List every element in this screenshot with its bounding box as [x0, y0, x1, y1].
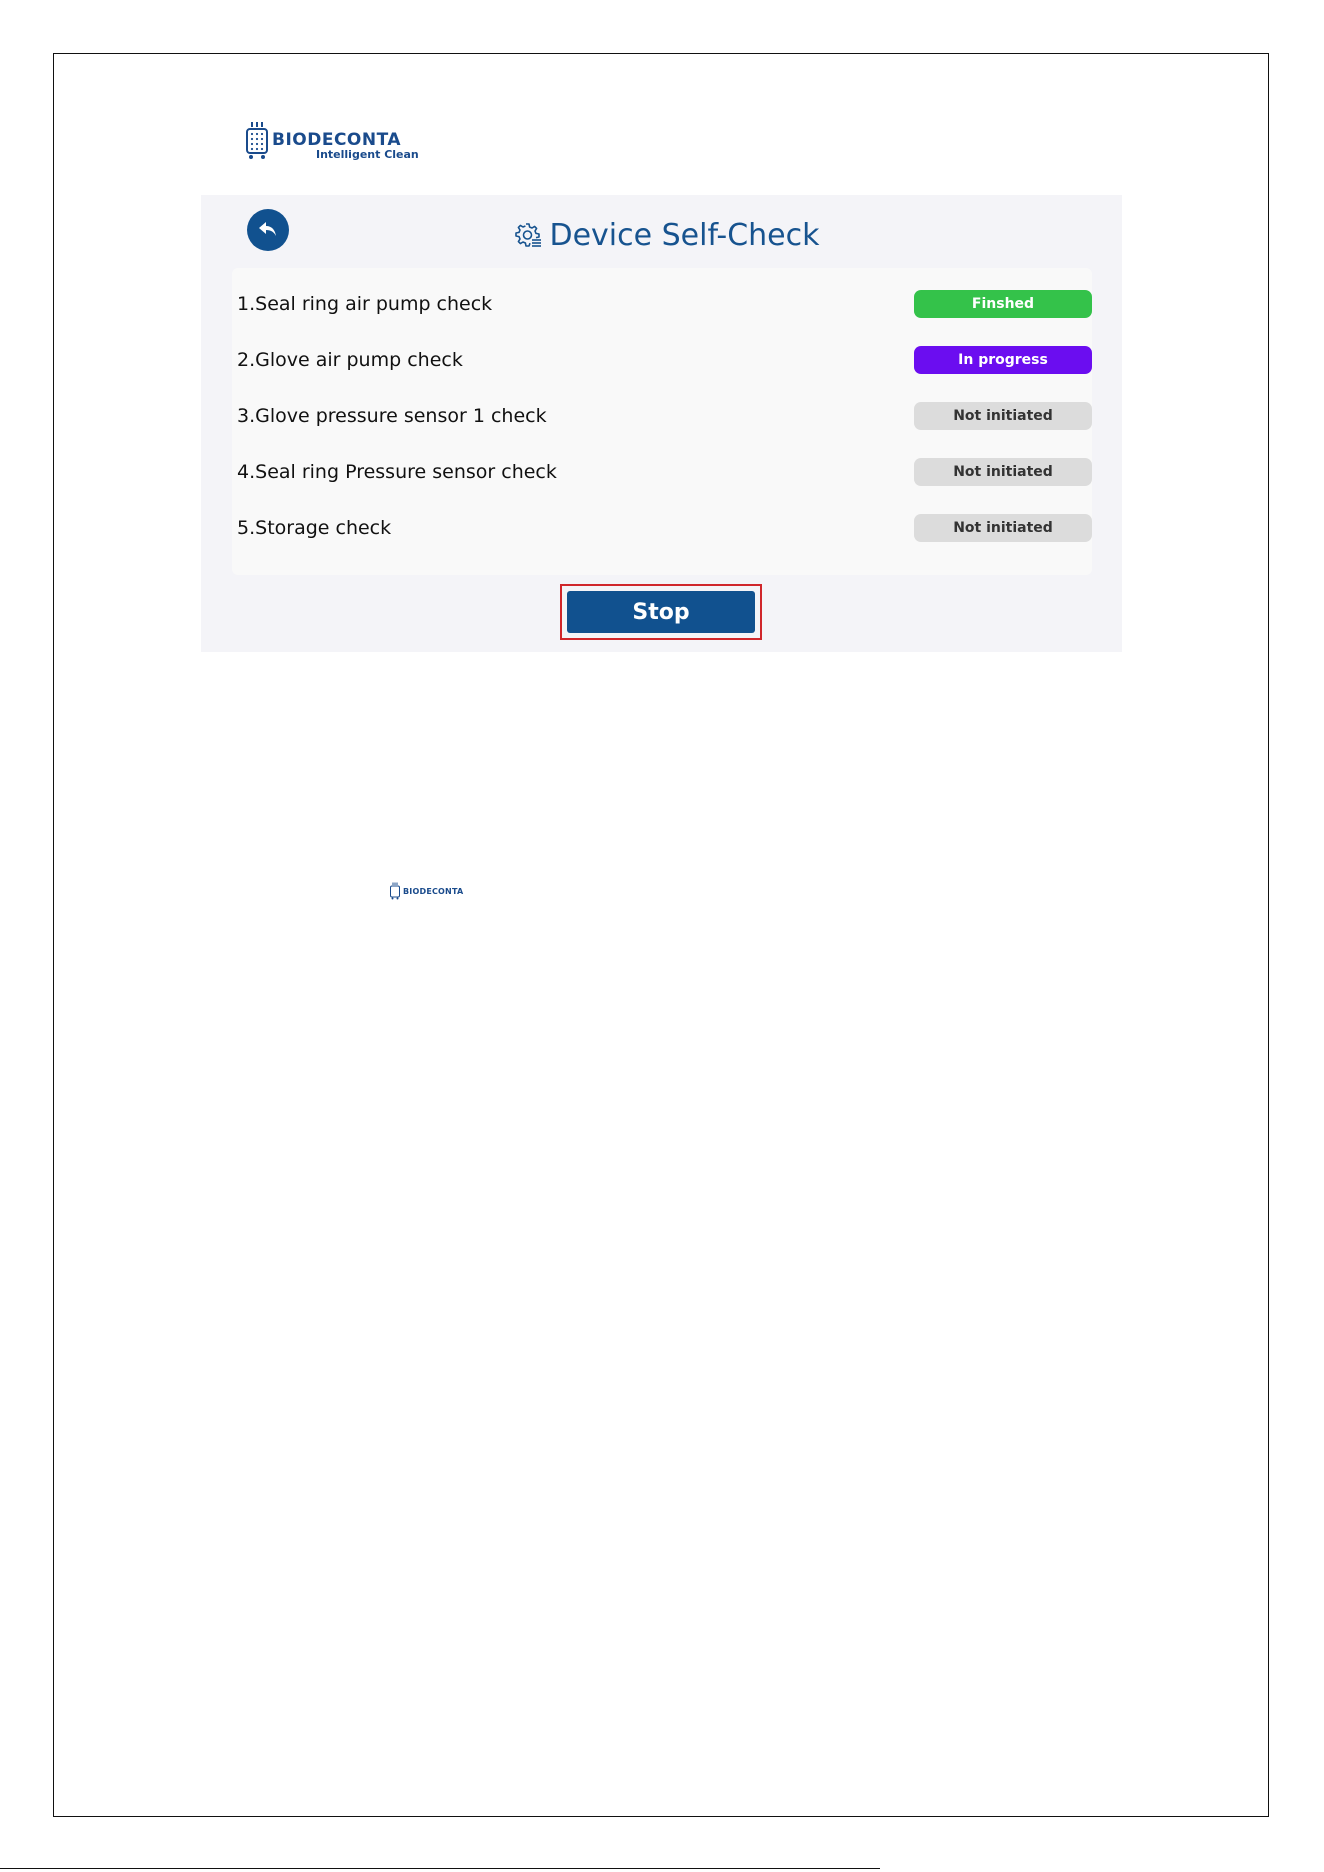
title-bar [201, 215, 1122, 255]
machine-logo-icon [389, 882, 401, 900]
check-row [232, 338, 1092, 382]
check-row [232, 450, 1092, 494]
status-badge: Not initiated [914, 402, 1092, 430]
self-check-panel [201, 195, 1122, 652]
footer-rule [0, 1868, 880, 1869]
check-row [232, 394, 1092, 438]
check-label: 4.Seal ring Pressure sensor check [237, 461, 557, 483]
check-label: 5.Storage check [237, 517, 392, 539]
status-badge: Not initiated [914, 458, 1092, 486]
page-title: Device Self-Check [549, 217, 820, 253]
check-row [232, 506, 1092, 550]
machine-logo-icon [244, 120, 270, 160]
check-label: 3.Glove pressure sensor 1 check [237, 405, 547, 427]
brand-name-small: BIODECONTA [403, 886, 464, 896]
gear-list-icon [514, 221, 542, 249]
stop-button[interactable]: Stop [567, 591, 755, 633]
check-label: 2.Glove air pump check [237, 349, 463, 371]
brand-logo-small [389, 881, 469, 901]
check-list [232, 268, 1092, 575]
check-row [232, 282, 1092, 326]
brand-tagline: Intelligent Clean [316, 148, 419, 161]
status-badge: Not initiated [914, 514, 1092, 542]
brand-logo [244, 120, 424, 164]
check-label: 1.Seal ring air pump check [237, 293, 493, 315]
status-badge: In progress [914, 346, 1092, 374]
status-badge: Finshed [914, 290, 1092, 318]
brand-name: BIODECONTA [272, 130, 402, 150]
